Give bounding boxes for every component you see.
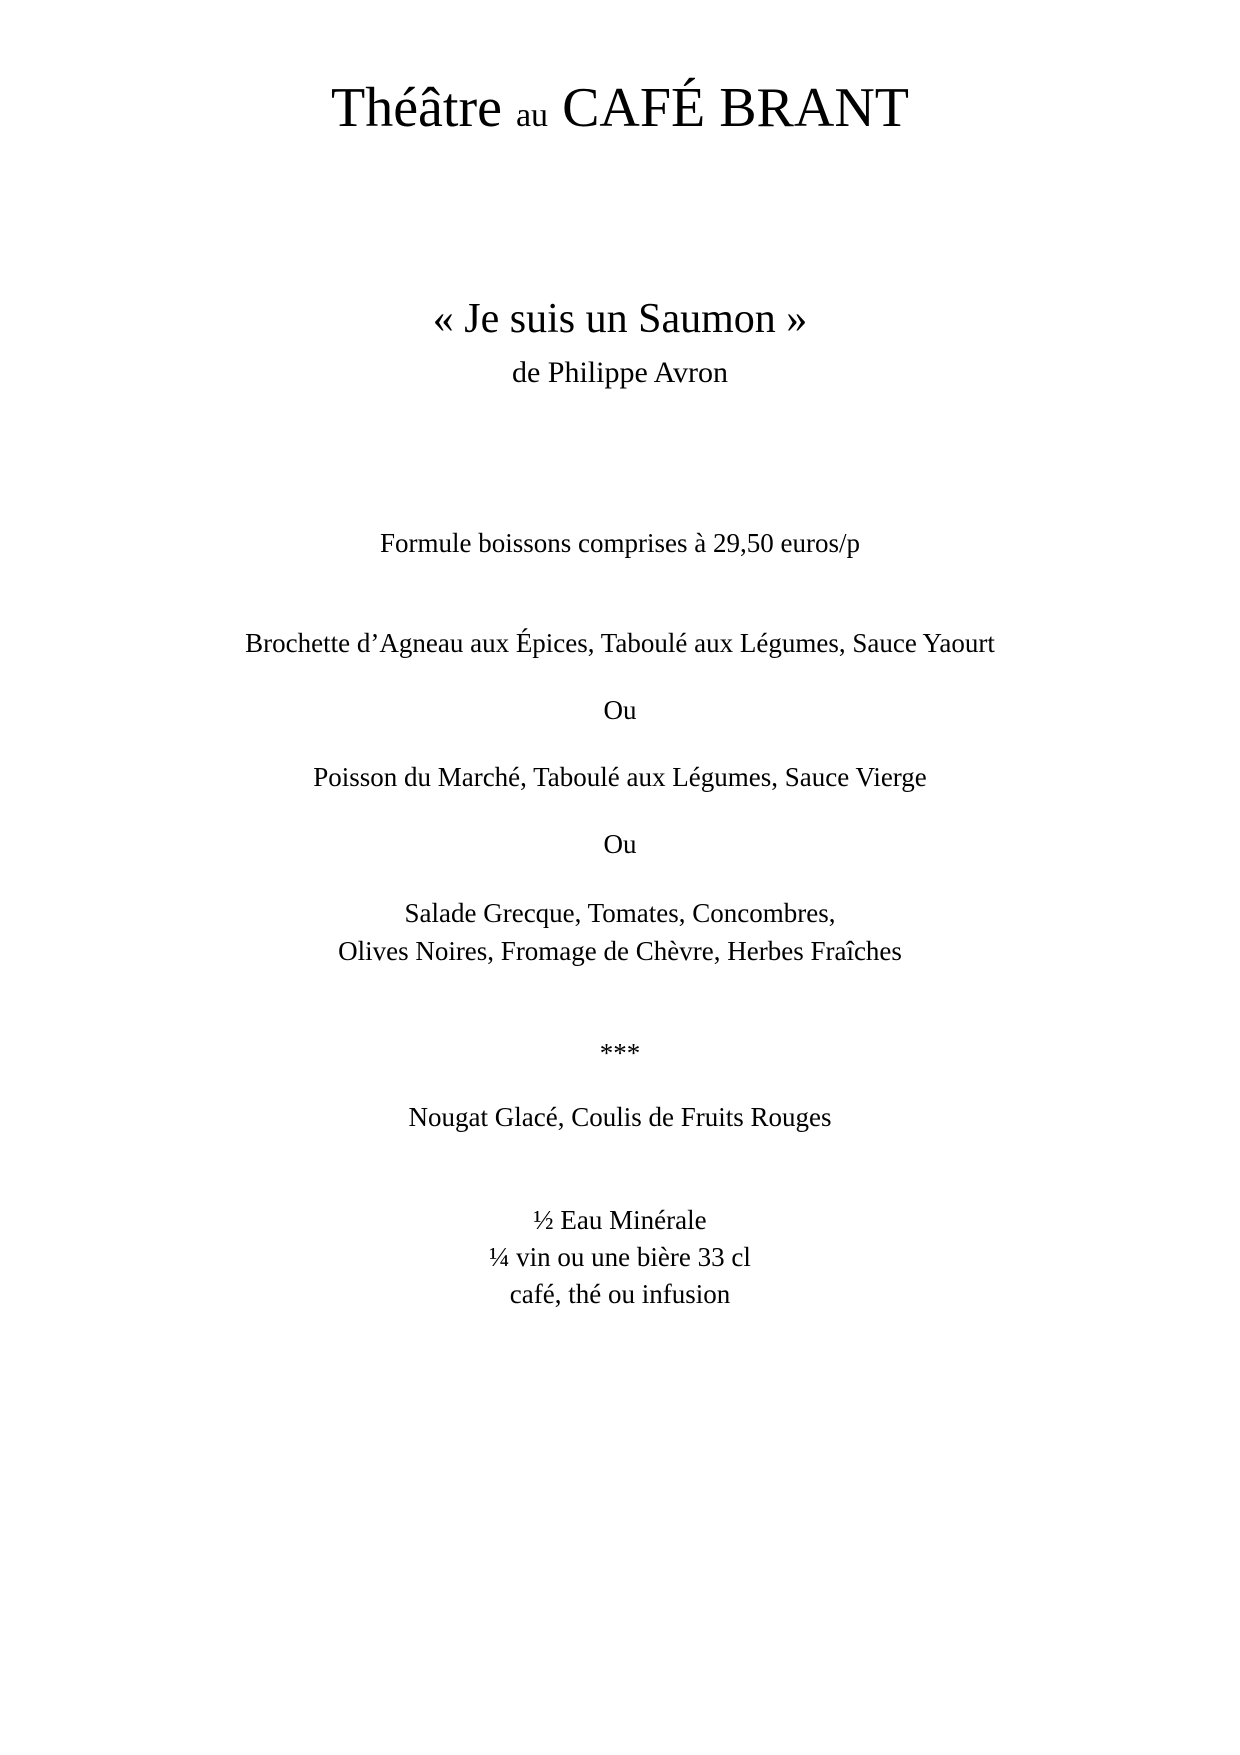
dish-fish-of-market: Poisson du Marché, Taboulé aux Légumes, Sauce Vierge — [313, 762, 927, 792]
drink-wine-or-beer: ¼ vin ou une bière 33 cl — [489, 1242, 751, 1272]
course-separator: *** — [599, 1038, 641, 1068]
dish-lamb-brochette: Brochette d’Agneau aux Épices, Taboulé aux Légumes, Sauce Yaourt — [245, 628, 995, 658]
drink-hot-beverage: café, thé ou infusion — [509, 1279, 731, 1309]
or-separator-1: Ou — [603, 695, 637, 725]
dish-greek-salad-line1: Salade Grecque, Tomates, Concombres, — [404, 898, 836, 928]
or-separator-2: Ou — [603, 829, 637, 859]
title-theatre: Théâtre — [330, 77, 502, 139]
show-title: « Je suis un Saumon » — [432, 296, 808, 342]
page-title — [0, 77, 1240, 139]
show-author: de Philippe Avron — [511, 356, 729, 389]
drink-water: ½ Eau Minérale — [533, 1205, 707, 1235]
title-cafe-brant: CAFÉ BRANT — [562, 77, 909, 139]
title-au: au — [515, 97, 549, 134]
formula-line: Formule boissons comprises à 29,50 euros/p — [380, 528, 860, 558]
dessert-line: Nougat Glacé, Coulis de Fruits Rouges — [408, 1102, 832, 1132]
dish-greek-salad-line2: Olives Noires, Fromage de Chèvre, Herbes Fraîches — [338, 936, 902, 966]
